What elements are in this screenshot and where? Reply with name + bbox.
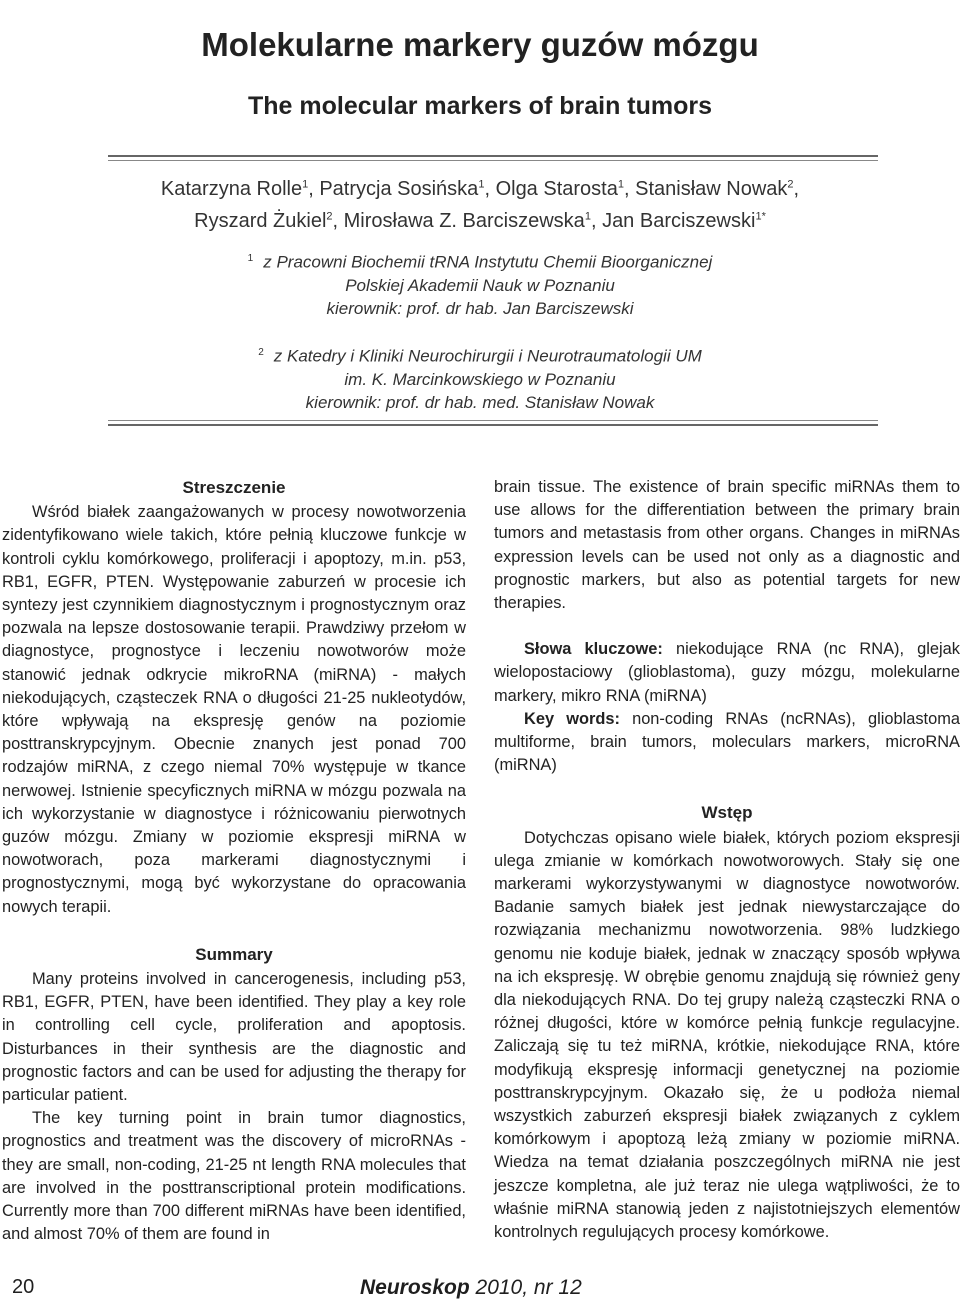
journal-footer: Neuroskop 2010, nr 12: [360, 1276, 582, 1299]
wstep-heading: Wstęp: [701, 803, 753, 823]
affiliation-2: $^2$ z Katedry i Kliniki Neurochirurgii i Neurotraumatologii UM im. K. Marcinkowskiego w Poznaniu kierownik: prof. dr hab. med. Stanisław Nowak: [258, 346, 702, 412]
right-column: [494, 476, 960, 1244]
authors-block: [60, 170, 900, 235]
summary-paragraph-2: The key turning point in brain tumor diagnostics, prognostics and treatment was the discovery of microRNAs - they are small, non-coding, 21-25 nt length RNA molecules that are involved in the posttranscriptional protein modifications. Currently more than 700 different miRNAs have been identified, and almost 70% of them are found in: [2, 1109, 466, 1244]
author: Ryszard Żukiel$^2$,: [194, 210, 344, 233]
streszczenie-text: Wśród białek zaangażowanych w procesy nowotworzenia zidentyfikowano wiele takich, które pełnią kluczowe funkcje w kontroli cyklu komórkowego, proliferacji i apoptozy, m.in. p53, RB1, EGFR, PTEN. Występowanie zaburzeń w procesie ich syntezy jest czynnikiem diagnostycznym i prognostycznym oraz pozwala na lepsze dostosowanie terapii. Prawdziwy przełom w diagnostyce, prognostyce i leczeniu nowotworów może stanowić jednak odkrycie mikroRNA (miRNA) - małych niekodujących, cząsteczek RNA o długości 21-25 nukleotydów, które wpływają na ekspresję genów na poziomie posttranskrypcyjnym. Obecnie znanych jest ponad 700 rodzajów miRNA, z czego niemal 70% występuje w tkance nerwowej. Istnienie specyficznych miRNA w mózgu pozwala na ich wykorzystanie w diagnostyce i różnicowaniu pierwotnych guzów mózgu. Zmiany w poziomie ekspresji miRNA w nowotworach, poza markerami diagnostycznymi i prognostycznymi, mogą być wykorzystane do opracowania nowych terapii.: [2, 503, 466, 916]
author: Olga Starosta$^1$,: [495, 177, 636, 200]
page-title: Molekularne markery guzów mózgu: [201, 26, 759, 63]
header-rule-thin: [108, 160, 878, 161]
author: Patrycja Sosińska$^1$,: [319, 177, 496, 200]
wstep-paragraph: Dotychczas opisano wiele białek, których poziom ekspresji ulega zmianie w komórkach nowotworowych. Stały się one markerami wykorzystywanymi w diagnostyce nowotworów. Badanie samych białek jest jednak niewystarczające do rozwiązania mechanizmu nowotworzenia. 98% ludzkiego genomu nie koduje białek, jednak w znaczący sposób wpływa na ich ekspresję. W obrębie genomu znajdują się również geny dla niekodujących RNA. Do tej grupy należą cząsteczki RNA o różnej długości, które w komórce pełnią funkcje regulacyjne. Zaliczają się tu też miRNA, krótkie, niekodujące RNA, które modyfikują ekspresję informacji genetycznej na poziomie posttranskrypcyjnym. Okazało się, że u podłoża niemal wszystkich zaburzeń ekspresji białek związanych z cyklem komórkowym i apoptozą leżą zmiany w poziomie miRNA. Wiedza na temat działania poszczególnych miRNA nie jest jeszcze kompletna, ale już teraz nie ulega wątpliwości, że to właśnie miRNA stanowią jeden z najistotniejszych elementów kontrolnych regulujących procesy komórkowe.: [494, 828, 960, 1242]
slowa-kluczowe: Słowa kluczowe: niekodujące RNA (nc RNA), glejak wielopostaciowy (glioblastoma), guzy mózgu, molekularne markery, mikro RNA (miRNA): [494, 640, 960, 705]
affiliation-1: $^1$ z Pracowni Biochemii tRNA Instytutu Chemii Bioorganicznej Polskiej Akademii Nauk w Poznaniu kierownik: prof. dr hab. Jan Barciszewski: [247, 252, 713, 318]
author: Katarzyna Rolle$^1$,: [160, 177, 320, 200]
authors-line-1: [60, 170, 900, 203]
header-rule-thick: [108, 155, 878, 157]
key-words: Key words: non-coding RNAs (ncRNAs), glioblastoma multiforme, brain tumors, moleculars markers, microRNA (miRNA): [494, 709, 960, 775]
affil-rule-thick: [108, 424, 878, 426]
summary-heading: Summary: [195, 944, 273, 964]
left-column: [2, 476, 466, 1247]
affil-rule-thin: [108, 420, 878, 421]
author: Stanisław Nowak$^2$,: [635, 177, 800, 200]
streszczenie-heading: Streszczenie: [182, 478, 286, 497]
author: Mirosława Z. Barciszewska$^1$,: [343, 210, 603, 233]
page-subtitle: The molecular markers of brain tumors: [247, 92, 713, 120]
author: Jan Barciszewski$^{1*}$: [602, 210, 766, 233]
page-number: 20: [12, 1276, 35, 1298]
authors-line-2: [60, 203, 900, 236]
summary-continuation: brain tissue. The existence of brain specific miRNAs them to use allows for the differentiation between the primary brain tumors and metastasis from other organs. Changes in miRNAs expression levels can be used not only as a diagnostic and prognostic markers, but also as potential targets for new therapies.: [494, 478, 960, 613]
summary-paragraph-1: Many proteins involved in cancerogenesis, including p53, RB1, EGFR, PTEN, have been identified. They play a key role in controlling cell cycle, proliferation and apoptosis. Disturbances in their synthesis are the diagnostic and prognostic factors and can be used for adjusting the therapy for particular patient.: [2, 970, 466, 1105]
